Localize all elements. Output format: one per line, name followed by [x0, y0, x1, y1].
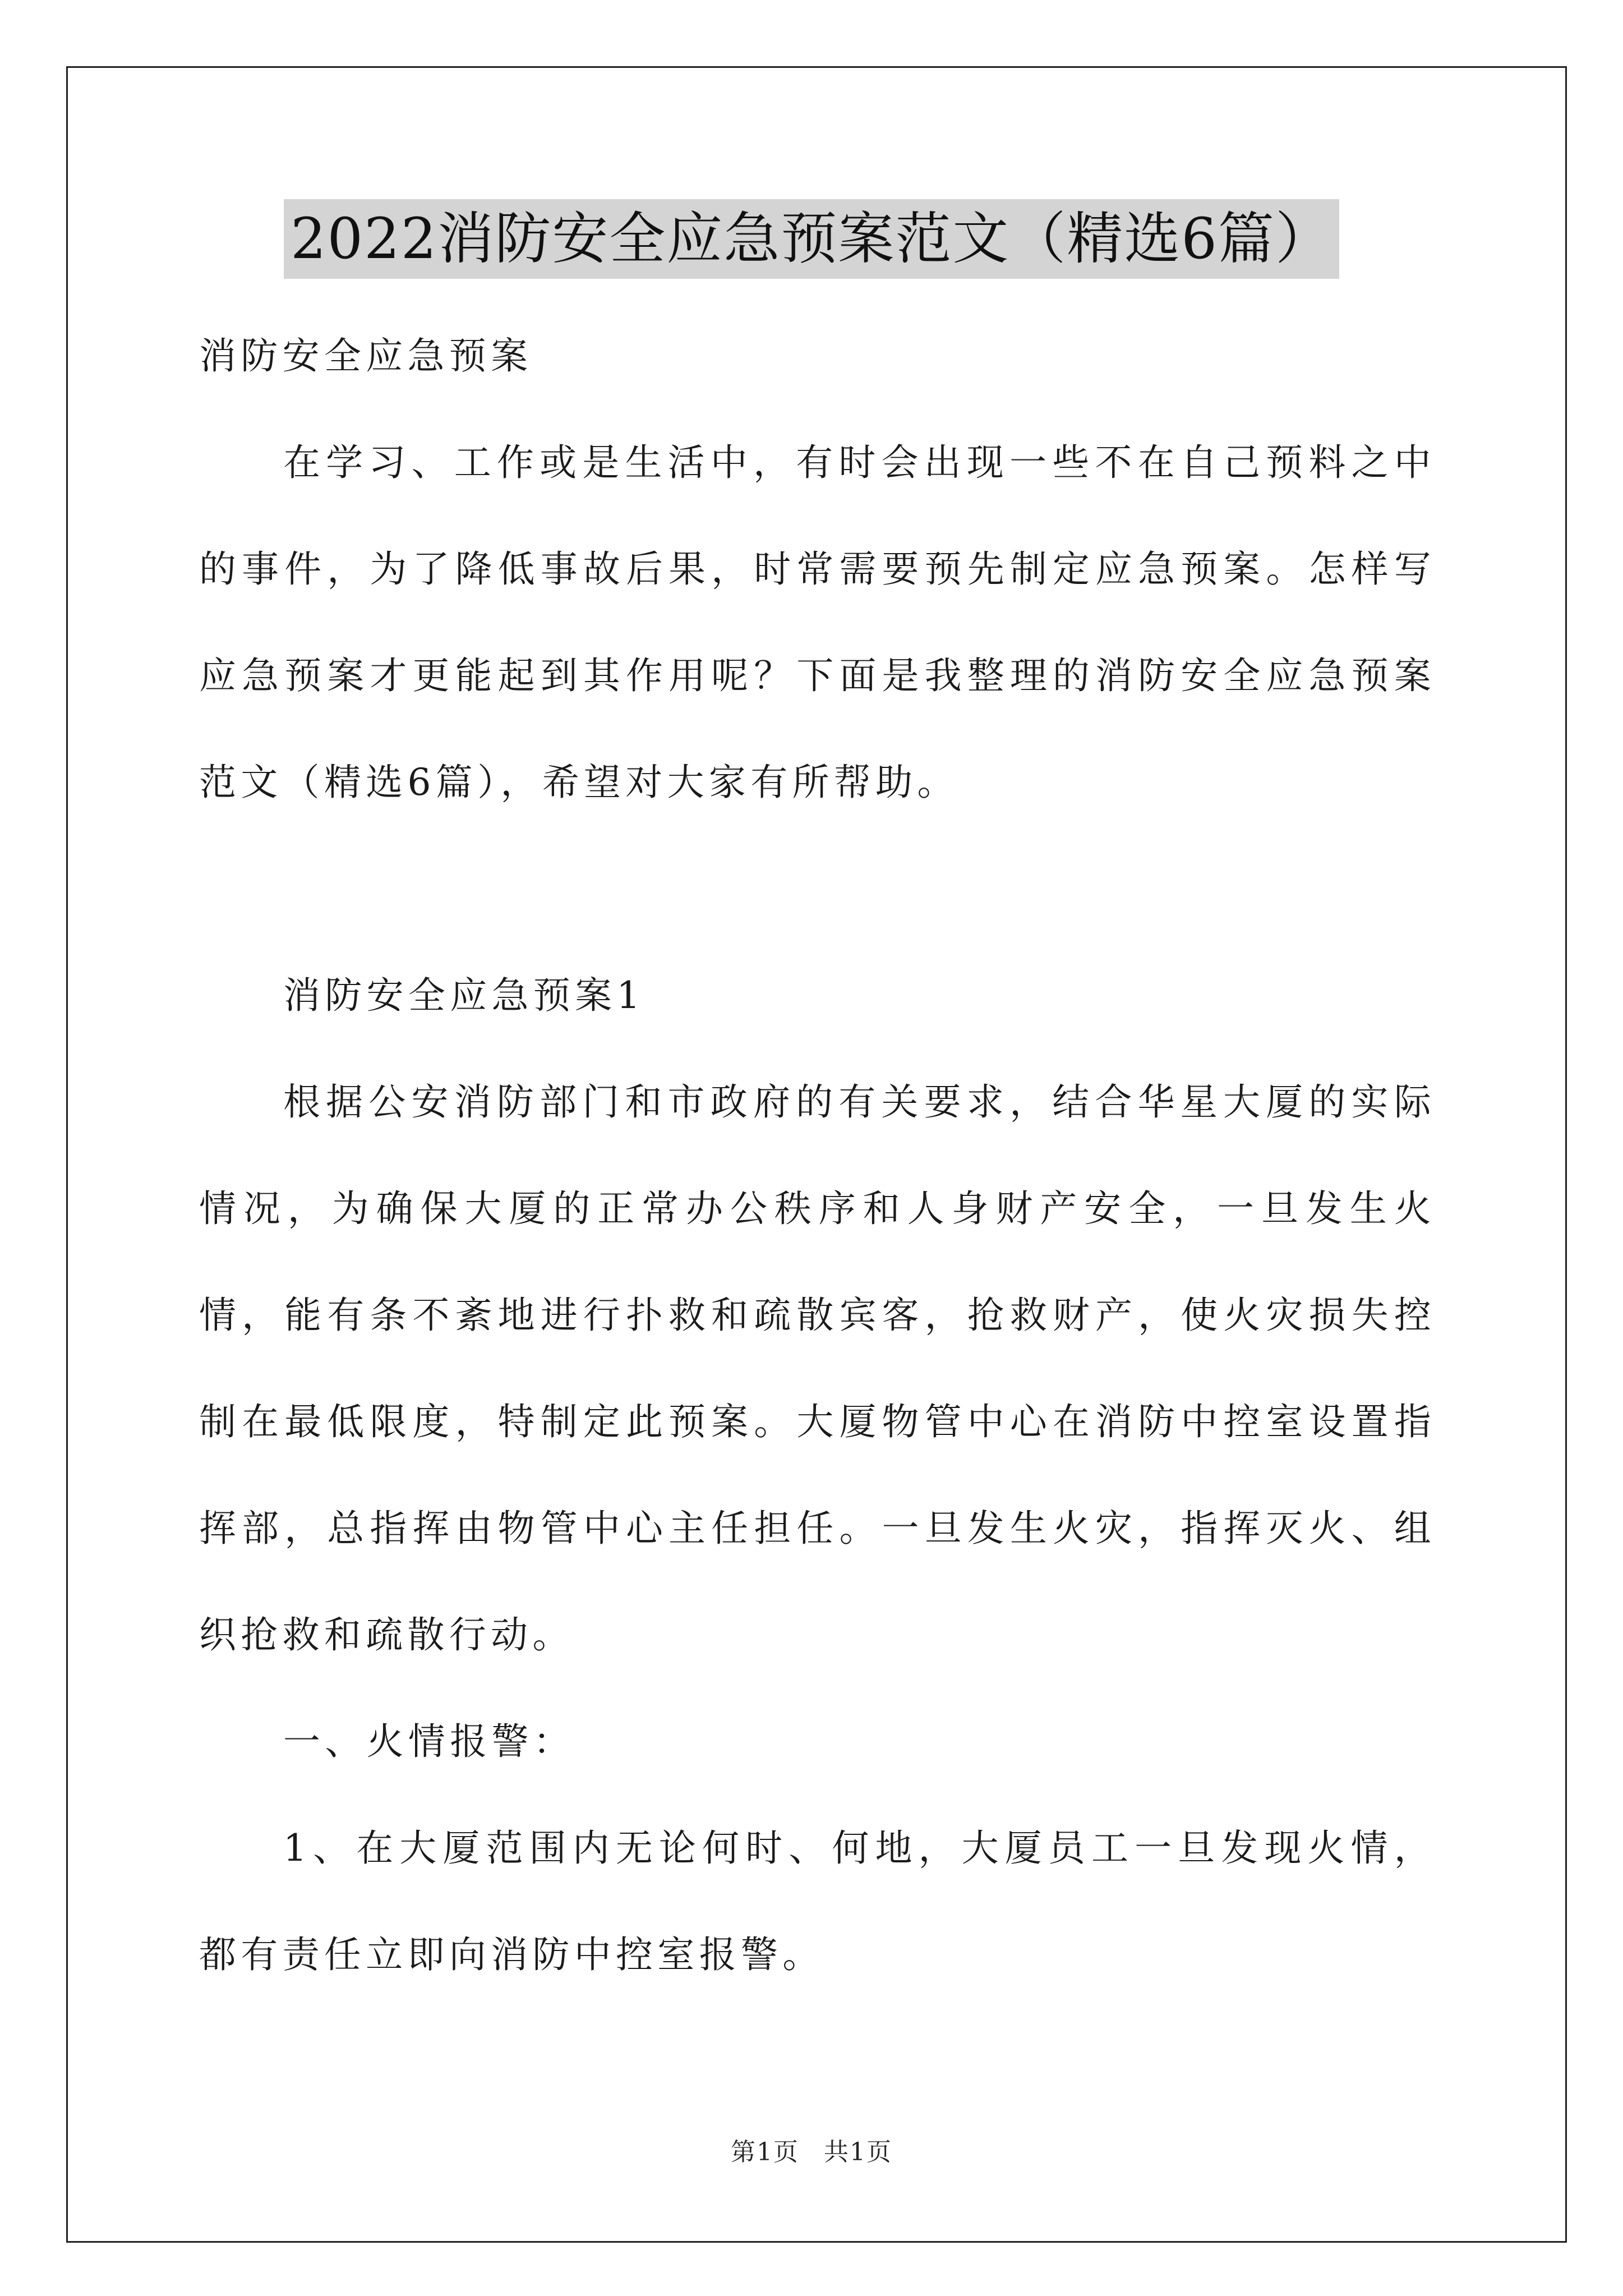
page-number-current: 第1页	[731, 2138, 799, 2166]
paragraph-spacer	[199, 836, 1436, 942]
body-paragraph: 根据公安消防部门和市政府的有关要求，结合华星大厦的实际情况，为确保大厦的正常办公秩序和人身财产安全，一旦发生火情，能有条不紊地进行扑救和疏散宾客，抢救财产，使火灾损失控制在最低限度，特制定此预案。大厦物管中心在消防中控室设置指挥部，总指挥由物管中心主任担任。一旦发生火灾，指挥灭火、组织抢救和疏散行动。	[199, 1080, 1436, 1657]
list-item: 1、在大厦范围内无论何时、何地，大厦员工一旦发现火情，都有责任立即向消防中控室报警。	[199, 1826, 1436, 1976]
document-title: 2022消防安全应急预案范文（精选6篇）	[284, 199, 1339, 279]
page-number-total: 共1页	[824, 2138, 892, 2166]
intro-paragraph: 在学习、工作或是生活中，有时会出现一些不在自己预料之中的事件，为了降低事故后果，时常需要预先制定应急预案。怎样写应急预案才更能起到其作用呢？下面是我整理的消防安全应急预案范文（精选6篇），希望对大家有所帮助。	[199, 441, 1436, 804]
page-footer	[0, 2132, 1623, 2168]
subsection-heading: 消防安全应急预案1	[283, 974, 645, 1017]
list-heading: 一、火情报警：	[283, 1720, 575, 1763]
title-container	[0, 199, 1623, 279]
section-heading: 消防安全应急预案	[199, 334, 533, 378]
document-body	[199, 303, 1436, 2008]
